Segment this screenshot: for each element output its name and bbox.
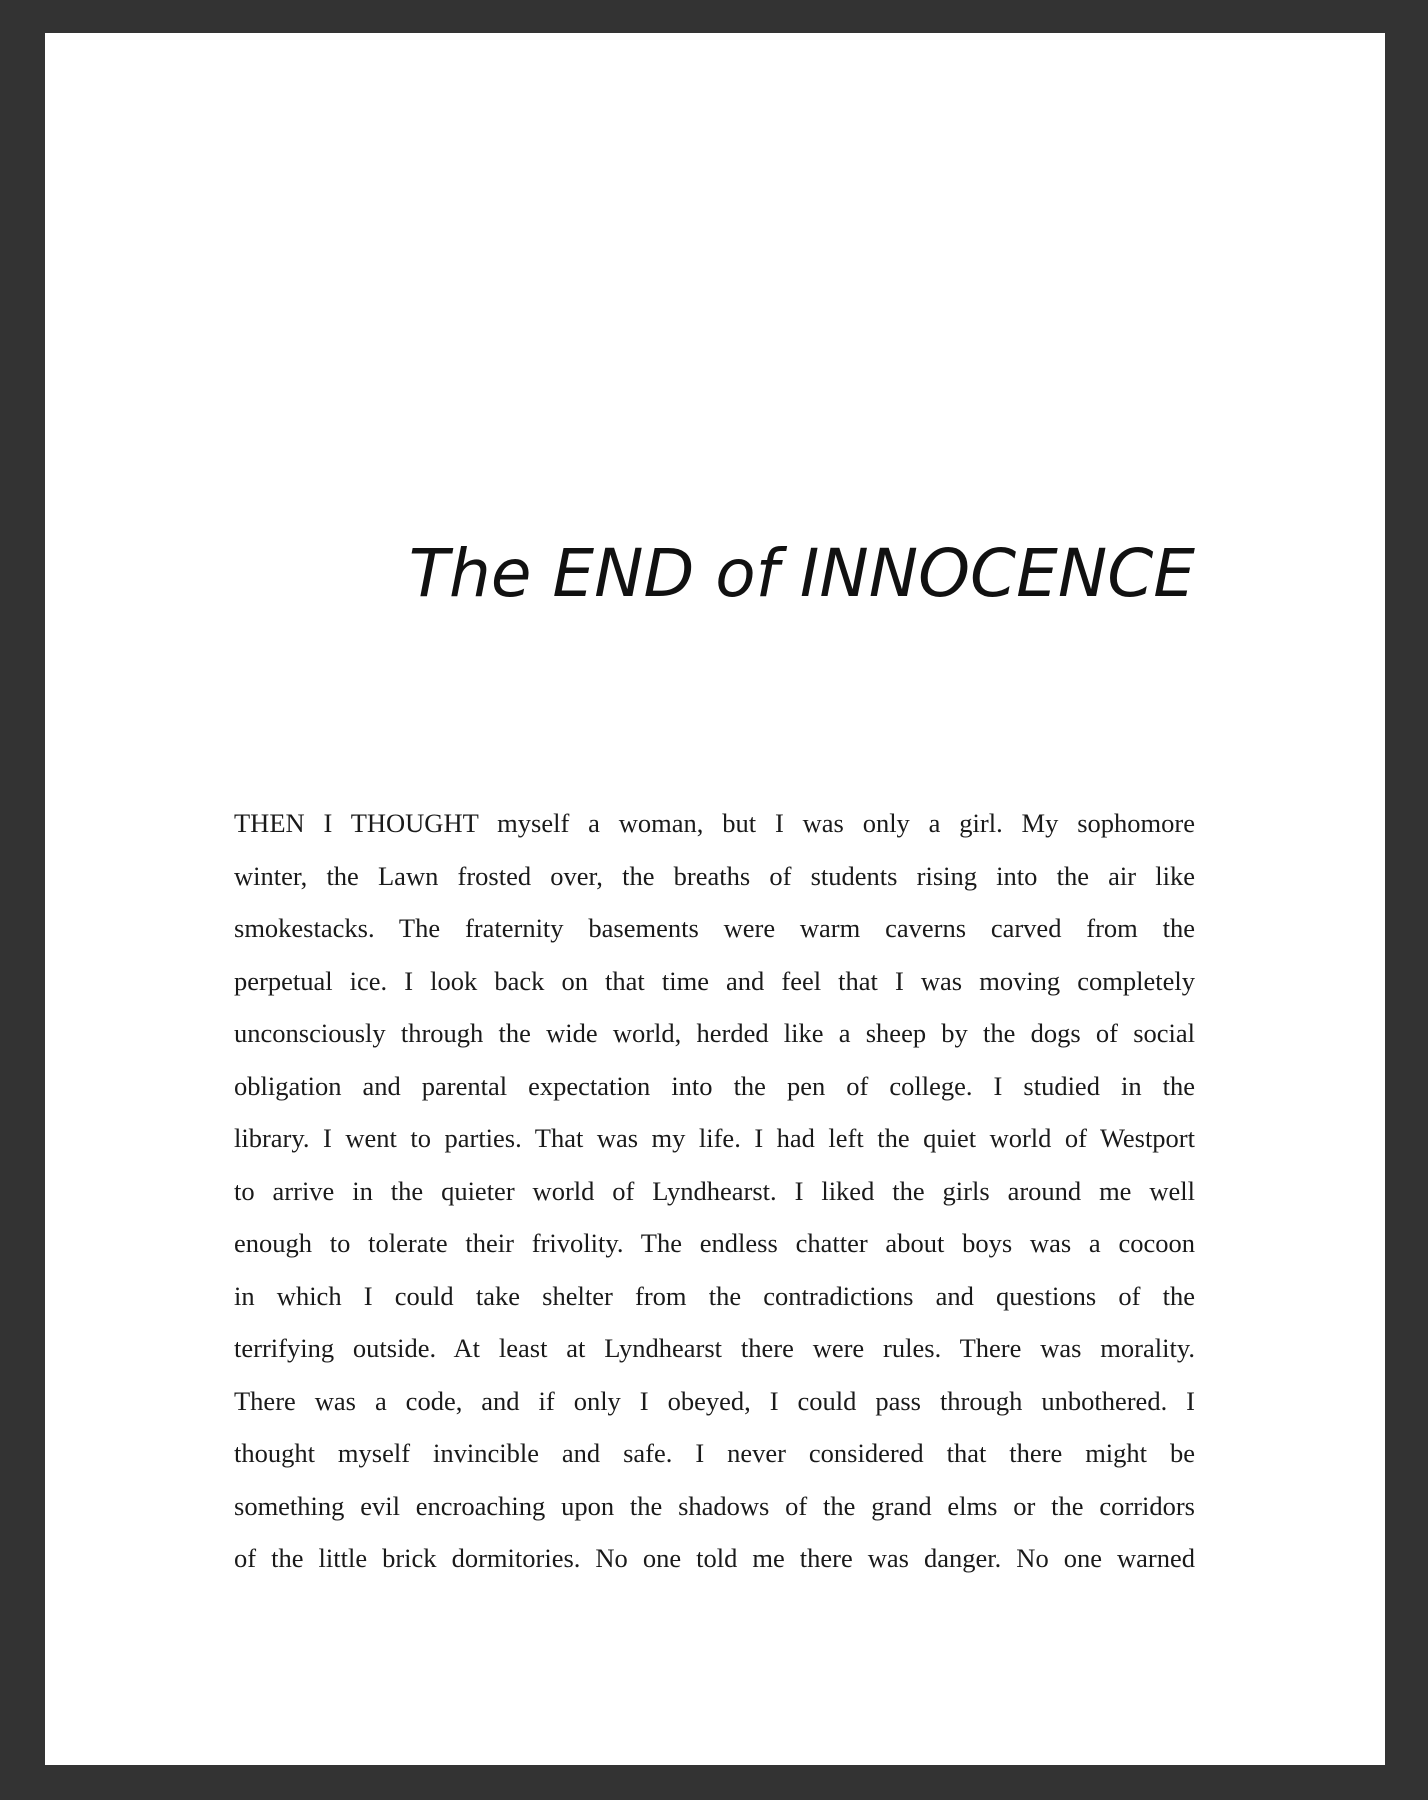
text-line: of the little brick dormitories. No one told me there was danger. No one warned [234, 1543, 1195, 1573]
book-page [45, 33, 1385, 1765]
text-line: in which I could take shelter from the contradictions and questions of the [234, 1280, 1195, 1311]
text-line: terrifying outside. At least at Lyndhearst there were rules. There was morality. [234, 1333, 1195, 1363]
text-line: smokestacks. The fraternity basements were warm caverns carved from the [234, 913, 1195, 943]
text-line: to arrive in the quieter world of Lyndhearst. I liked the girls around me well [234, 1175, 1195, 1206]
text-line: library. I went to parties. That was my life. I had left the quiet world of Westport [234, 1123, 1195, 1153]
chapter-title: The END of INNOCENCE [408, 535, 1195, 612]
text-line: something evil encroaching upon the shadows of the grand elms or the corridors [234, 1490, 1195, 1521]
text-line: unconsciously through the wide world, herded like a sheep by the dogs of social [234, 1018, 1195, 1048]
text-line: thought myself invincible and safe. I never considered that there might be [234, 1438, 1195, 1468]
text-line: winter, the Lawn frosted over, the breaths of students rising into the air like [234, 860, 1195, 891]
text-line: There was a code, and if only I obeyed, I could pass through unbothered. I [234, 1385, 1195, 1416]
text-line: enough to tolerate their frivolity. The endless chatter about boys was a cocoon [234, 1228, 1195, 1258]
chapter-body-text [234, 797, 1195, 1585]
text-line: THEN I THOUGHT myself a woman, but I was only a girl. My sophomore [234, 808, 1195, 838]
text-line: perpetual ice. I look back on that time and feel that I was moving completely [234, 965, 1195, 996]
text-line: obligation and parental expectation into the pen of college. I studied in the [234, 1070, 1195, 1101]
